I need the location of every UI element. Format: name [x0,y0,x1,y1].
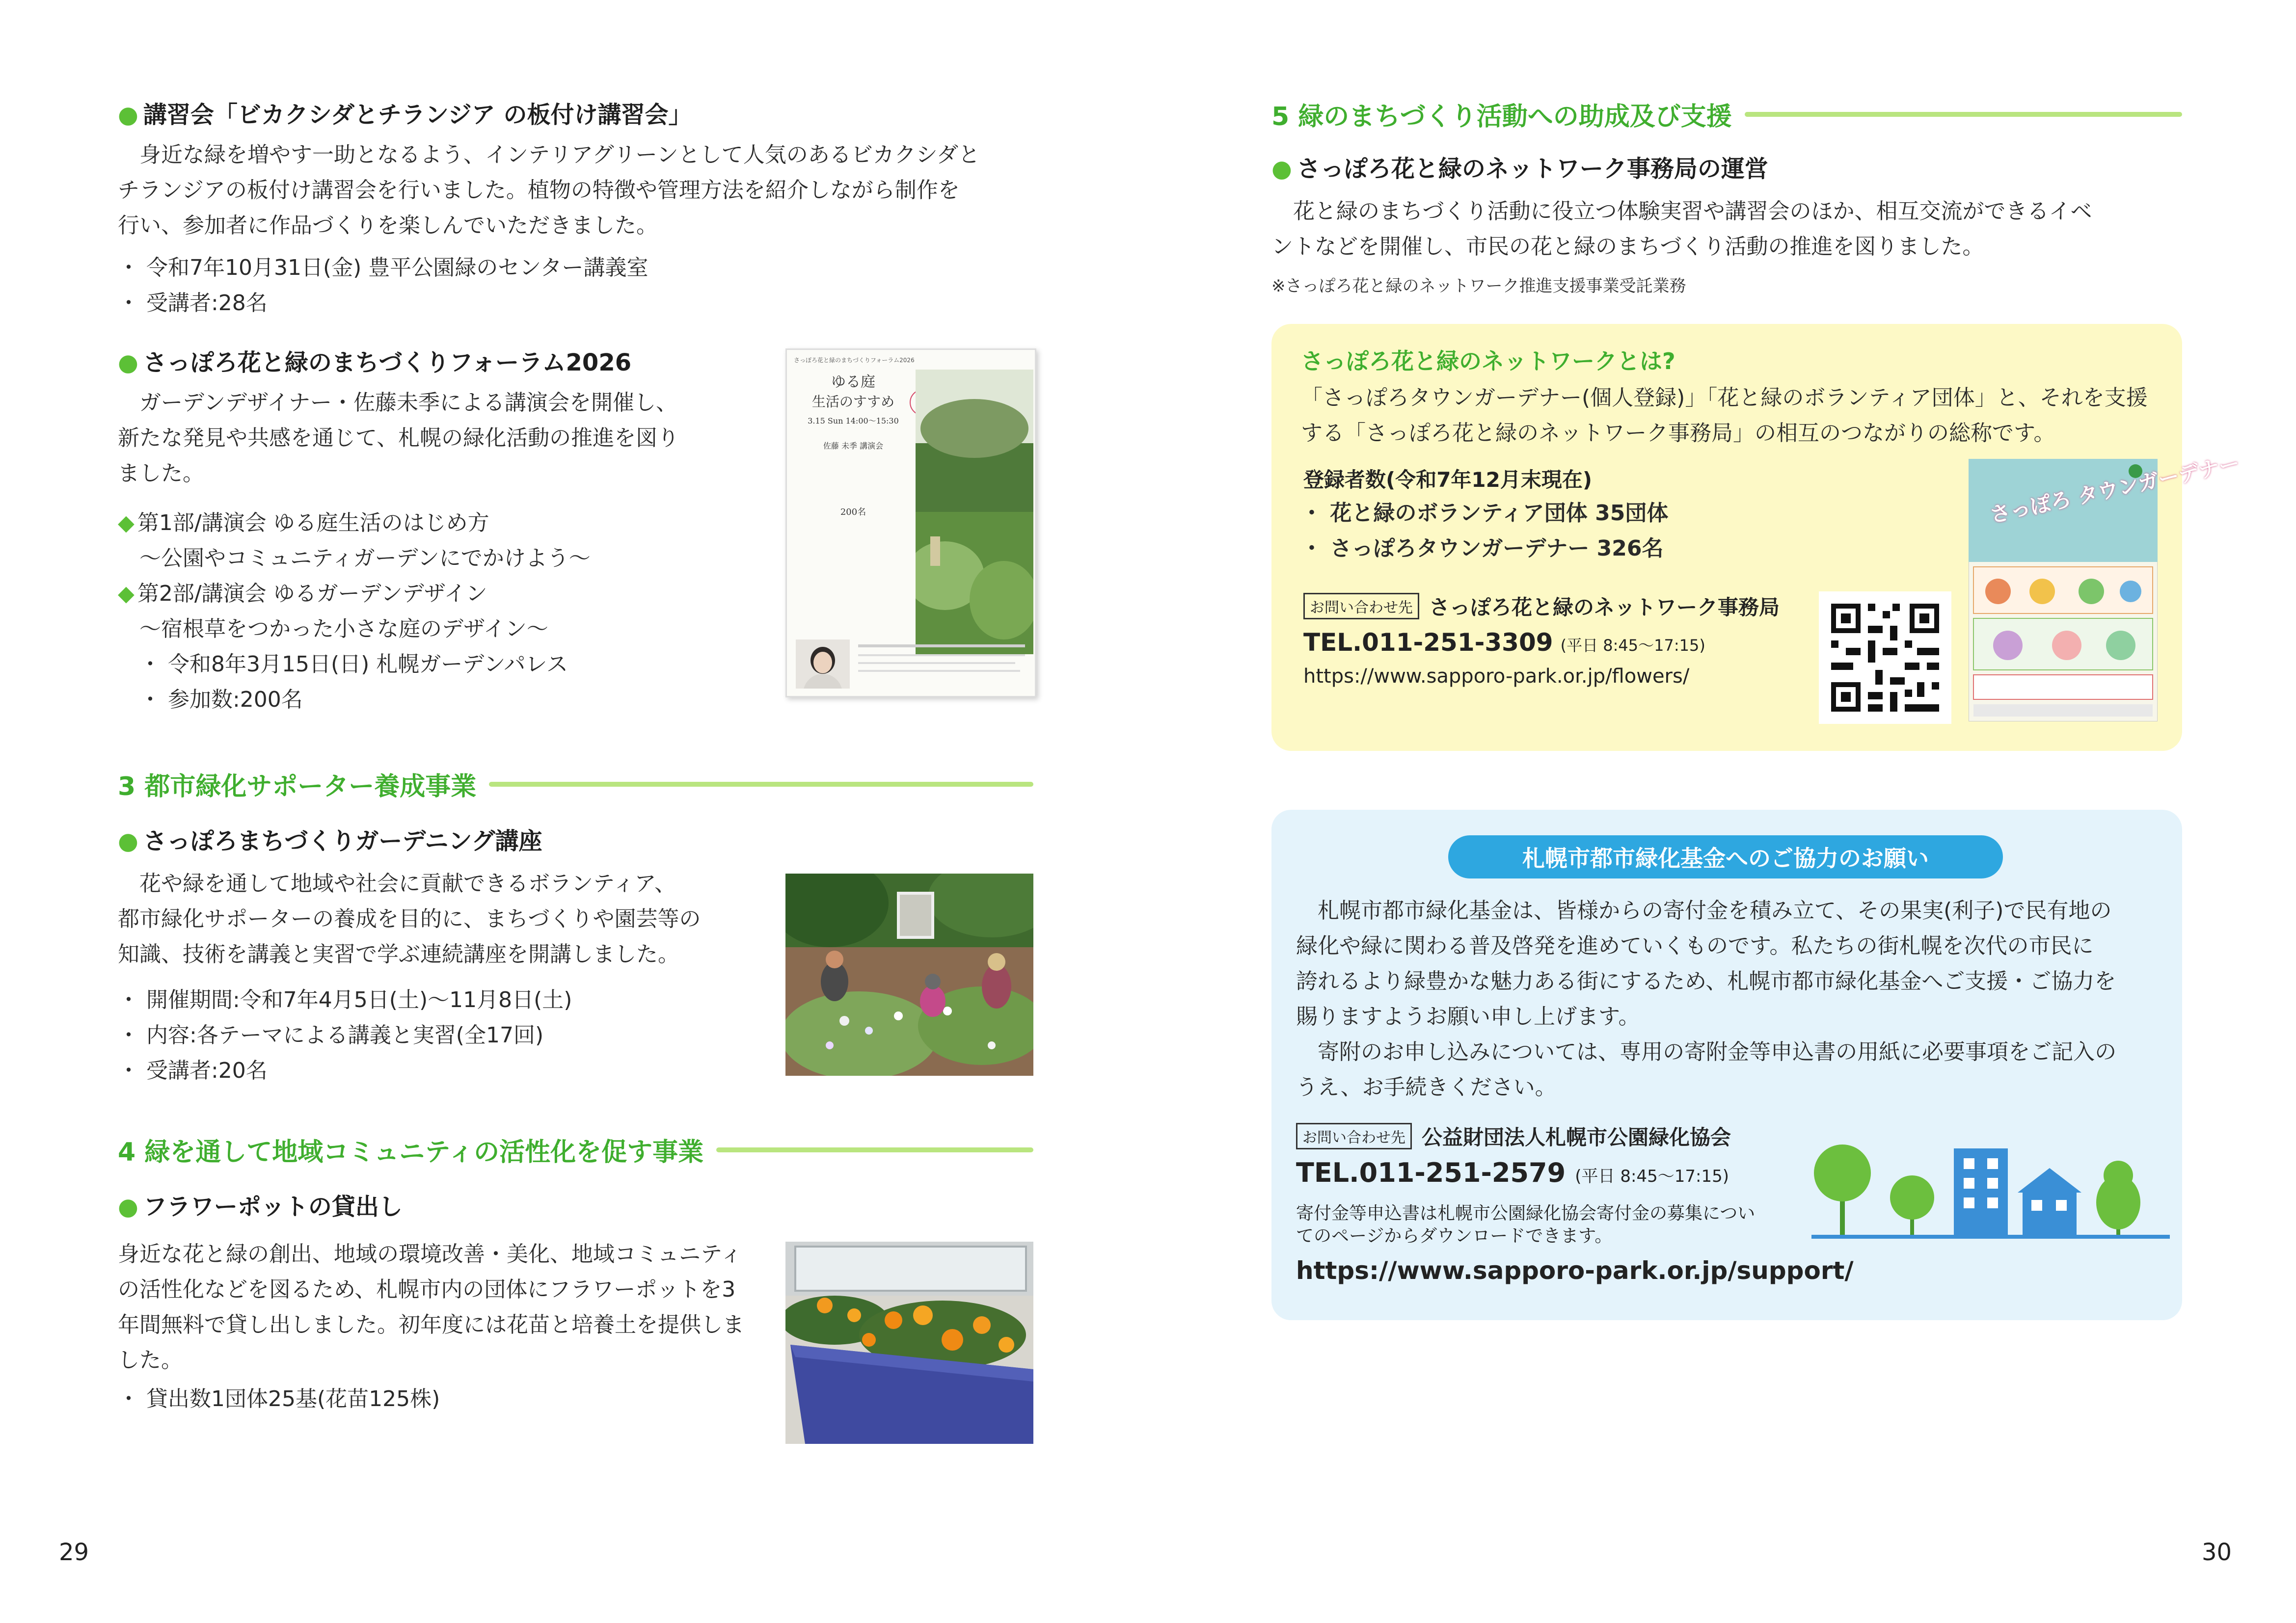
flower-pot-photo [785,1242,1033,1444]
flyer-speaker: 佐藤 未季 講演会 [823,441,884,451]
fund-org-name: 公益財団法人札幌市公園緑化協会 [1422,1125,1731,1149]
section3-line: 知識、技術を講義と実習で学ぶ連続講座を開講しました。 [118,942,679,967]
section-divider [1745,112,2182,117]
section3-content: ・ 内容:各テーマによる講義と実習(全17回) [118,1023,544,1048]
section4-line: の活性化などを図るため、札幌市内の団体にフラワーポットを3 [118,1277,736,1302]
page-number-left: 29 [59,1539,89,1566]
section5-title [1271,96,2182,133]
forum-part1: 第1部/講演会 ゆる庭生活のはじめ方 [137,510,489,535]
lecture-date: ・ 令和7年10月31日(金) 豊平公園緑のセンター講義室 [118,255,648,280]
lecture-line: チランジアの板付け講習会を行いました。植物の特徴や管理方法を紹介しながら制作を [118,178,960,203]
section-divider [489,782,1033,787]
registrant-counts [1301,496,1668,566]
fund-note-line: てのページからダウンロードできます。 [1296,1226,1613,1246]
network-tel-hours: (平日 8:45〜17:15) [1560,636,1705,655]
section3-item-heading [118,822,542,856]
fund-note-line: 寄付金等申込書は札幌市公園緑化協会寄付金の募集につい [1296,1203,1756,1224]
lecture-heading [118,96,692,130]
volunteer-group-count: ・ 花と緑のボランティア団体 35団体 [1301,501,1669,526]
section3-period: ・ 開催期間:令和7年4月5日(土)～11月8日(土) [118,987,572,1012]
lecture-title: 講習会「ビカクシダとチランジア の板付け講習会」 [143,101,692,129]
section3-attendees: ・ 受講者:20名 [118,1058,268,1083]
town-gardener-count: ・ さっぽろタウンガーデナー 326名 [1301,536,1664,561]
registrants-label: 登録者数(令和7年12月末現在) [1303,468,1593,492]
network-contact [1303,591,1780,621]
section4-line: 身近な花と緑の創出、地域の環境改善・美化、地域コミュニティ [118,1242,742,1267]
section5-title-text: 5 緑のまちづくり活動への助成及び支援 [1271,102,1732,132]
lecture-body [118,137,1041,243]
network-box-title: さっぽろ花と緑のネットワークとは? [1301,348,1675,374]
fund-note [1296,1202,1755,1248]
section-divider [716,1147,1033,1152]
fund-box-body [1296,893,2170,1105]
section3-item-title: さっぽろまちづくりガーデニング講座 [143,827,542,855]
contact-tag: お問い合わせ先 [1296,1123,1412,1149]
fund-line: 緑化や緑に関わる普及啓発を進めていくものです。私たちの街札幌を次代の市民に [1296,933,2094,958]
section4-line: 年間無料で貸し出しました。初年度には花苗と培養土を提供しま [118,1312,744,1337]
lecture-bullets [118,250,648,321]
section4-title [118,1131,1033,1168]
diamond-icon: ◆ [118,510,135,535]
forum-part2-sub: ～宿根草をつかった小さな庭のデザイン～ [139,616,548,641]
network-box-body [1301,380,2165,451]
town-illustration-icon [1811,1139,2170,1242]
section5-line: ントなどを開催し、市民の花と緑のまちづくり活動の推進を図りました。 [1271,234,1984,259]
diamond-icon: ◆ [118,581,135,606]
flyer-title2: 生活のすすめ [811,394,895,410]
fund-line: うえ、お手続きください。 [1296,1075,1557,1100]
forum-title: さっぽろ花と緑のまちづくりフォーラム2026 [143,349,632,376]
section4-loan-count: ・ 貸出数1団体25基(花苗125株) [118,1386,440,1411]
bullet-dot-icon: ● [118,1193,138,1221]
section5-body [1271,194,2185,265]
section4-body [118,1237,766,1378]
network-tel: TEL.011-251-3309 [1303,628,1553,657]
section3-line: 都市緑化サポーターの養成を目的に、まちづくりや園芸等の [118,906,701,931]
forum-attendance: ・ 参加数:200名 [139,687,303,712]
speaker-photo [796,639,850,689]
fund-tel: TEL.011-251-2579 [1296,1157,1566,1188]
fund-url[interactable]: https://www.sapporo-park.or.jp/support/ [1296,1256,1854,1285]
flyer-capacity: 200名 [840,507,866,517]
fund-contact [1296,1121,1731,1151]
network-tel-row [1303,628,1705,657]
section3-bullets [118,983,572,1089]
forum-line: 新たな発見や共感を通じて、札幌の緑化活動の推進を図り [118,426,679,451]
lecture-attendees: ・ 受講者:28名 [118,291,268,316]
gardening-workshop-photo [785,874,1033,1076]
forum-part1-sub: ～公園やコミュニティガーデンにでかけよう～ [139,546,591,571]
forum-body [118,385,766,491]
section3-body [118,866,766,972]
forum-line: ガーデンデザイナー・佐藤未季による講演会を開催し、 [139,390,678,415]
qr-code-icon [1819,591,1951,724]
fund-box-title: 札幌市都市緑化基金へのご協力のお願い [1448,835,2003,878]
forum-part2: 第2部/講演会 ゆるガーデンデザイン [137,581,487,606]
section5-note: ※さっぽろ花と緑のネットワーク推進支援事業受託業務 [1271,276,1686,296]
bullet-dot-icon: ● [118,101,138,129]
fund-line: 誇れるより緑豊かな魅力ある街にするため、札幌市都市緑化基金へご支援・ご協力を [1296,969,2116,994]
forum-program [118,506,591,718]
network-office-name: さっぽろ花と緑のネットワーク事務局 [1429,595,1780,619]
network-line: する「さっぽろ花と緑のネットワーク事務局」の相互のつながりの総称です。 [1301,421,2055,446]
forum-date: ・ 令和8年3月15日(日) 札幌ガーデンパレス [139,652,568,677]
fund-line: 寄附のお申し込みについては、専用の寄附金等申込書の用紙に必要事項をご記入の [1318,1039,2117,1064]
page-number-right: 30 [2202,1539,2232,1566]
forum-heading [118,344,631,377]
bullet-dot-icon: ● [118,827,138,855]
section3-title [118,766,1033,802]
section4-line: した。 [118,1348,183,1373]
section5-item-heading [1271,150,1768,184]
section3-line: 花や緑を通して地域や社会に貢献できるボランティア、 [139,871,676,896]
section4-title-text: 4 緑を通して地域コミュニティの活性化を促す事業 [118,1138,704,1167]
section4-item-title: フラワーポットの貸出し [143,1193,403,1221]
network-line: 「さっぽろタウンガーデナー(個人登録)」「花と緑のボランティア団体」と、それを支援 [1301,385,2148,410]
fund-line: 札幌市都市緑化基金は、皆様からの寄付金を積み立て、その果実(利子)で民有地の [1318,898,2112,923]
flyer-date: 3.15 Sun 14:00〜15:30 [808,416,899,426]
forum-line: ました。 [118,461,204,486]
section4-item-heading [118,1188,403,1222]
contact-tag: お問い合わせ先 [1303,593,1419,619]
flyer-title1: ゆる庭 [831,373,875,391]
network-url[interactable]: https://www.sapporo-park.or.jp/flowers/ [1303,665,1690,688]
fund-tel-hours: (平日 8:45〜17:15) [1575,1167,1729,1186]
section3-title-text: 3 都市緑化サポーター養成事業 [118,772,477,801]
poster-title: さっぽろ タウンガーデナー [1987,451,2242,528]
bullet-dot-icon: ● [1271,155,1292,183]
lecture-line: 行い、参加者に作品づくりを楽しんでいただきました。 [118,213,658,238]
section5-item-title: さっぽろ花と緑のネットワーク事務局の運営 [1297,155,1768,183]
forum-flyer [785,348,1036,697]
bullet-dot-icon: ● [118,349,138,376]
fund-tel-row [1296,1157,1729,1188]
fund-line: 賜りますようお願い申し上げます。 [1296,1004,1640,1029]
flyer-header: さっぽろ花と緑のまちづくりフォーラム2026 [794,357,915,364]
lecture-line: 身近な緑を増やす一助となるよう、インテリアグリーンとして人気のあるビカクシダと [139,142,980,167]
flyer-garden-photo [916,370,1033,654]
section4-bullets [118,1382,440,1417]
section5-line: 花と緑のまちづくり活動に役立つ体験実習や講習会のほか、相互交流ができるイベ [1293,199,2092,224]
